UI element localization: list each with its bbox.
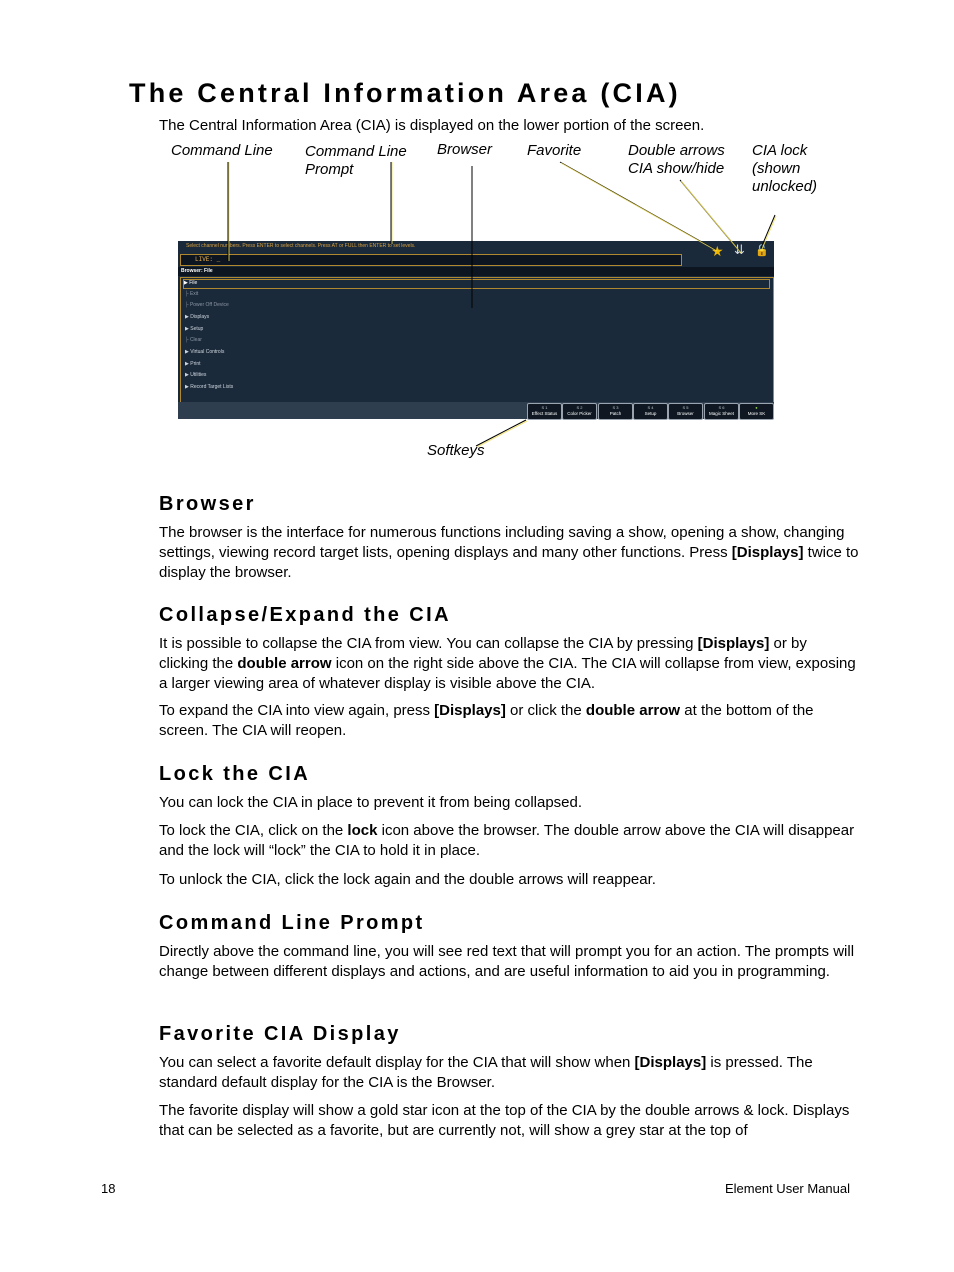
bold-term: double arrow: [237, 655, 332, 672]
softkey-5[interactable]: S 5 Browser: [668, 403, 703, 420]
expand-arrow-icon: ▶: [185, 349, 191, 355]
indicator-dot-icon: ●: [755, 405, 758, 410]
browser-item-displays[interactable]: ▶ Displays: [185, 314, 210, 320]
unlocked-lock-icon[interactable]: 🔓: [755, 245, 769, 257]
para-favorite-2: The favorite display will show a gold star icon at the top of the CIA by the double arrows & lock. Displays that can be selected as a favorite, but are currently not, will show a grey star at the top of: [159, 1102, 850, 1139]
expand-arrow-icon: ▶: [185, 326, 191, 332]
heading-browser: Browser: [159, 493, 256, 515]
expand-arrow-icon: ▶: [185, 361, 191, 367]
caption-double-arrows: Double arrows CIA show/hide: [628, 142, 725, 177]
browser-item-utilities[interactable]: ▶ Utilities: [185, 372, 207, 378]
caption-browser: Browser: [437, 141, 493, 158]
softkey-3[interactable]: S 3 Patch: [598, 403, 633, 420]
browser-item-exit[interactable]: ├ Exit: [185, 291, 199, 297]
footer-doc-title: Element User Manual: [725, 1181, 850, 1196]
softkey-4[interactable]: S 4 Setup: [633, 403, 668, 420]
browser-item-virtual-controls[interactable]: ▶ Virtual Controls: [185, 349, 225, 355]
bold-term: [Displays]: [634, 1054, 707, 1071]
para-lock-2: To lock the CIA, click on the lock icon above the browser. The double arrow above the CIA will disappear and the lock will “lock” the CIA to hold it in place.: [159, 822, 855, 859]
browser-item-clear[interactable]: ├ Clear: [185, 337, 202, 343]
para-prompt-1: Directly above the command line, you will see red text that will prompt you for an action. The prompts will change between different displays and actions, and are useful information to aid you in programming.: [159, 943, 855, 980]
browser-item-power-off[interactable]: ├ Power Off Device: [185, 302, 229, 308]
caption-command-line: Command Line: [171, 142, 273, 159]
softkey-1[interactable]: S 1 Effect Status: [527, 403, 562, 420]
para-collapse-1: It is possible to collapse the CIA from view. You can collapse the CIA by pressing [Displays] or by clicking the double arrow icon on the right side above the CIA. The CIA will collapse from view, exposing a larger viewing area of whatever display is visible above the CIA.: [159, 635, 856, 692]
bold-term: [Displays]: [697, 635, 770, 652]
heading-lock: Lock the CIA: [159, 763, 311, 785]
browser-item-file[interactable]: ▶ File: [183, 279, 770, 289]
command-line-text: LIVE: _: [195, 256, 221, 263]
caption-softkeys: Softkeys: [427, 442, 485, 459]
heading-favorite: Favorite CIA Display: [159, 1023, 401, 1045]
softkey-6[interactable]: S 6 Magic Sheet: [704, 403, 739, 420]
heading-command-line-prompt: Command Line Prompt: [159, 912, 425, 934]
caption-cia-lock: CIA lock (shown unlocked): [752, 142, 818, 195]
command-line-prompt: Select channel numbers. Press ENTER to select channels. Press AT or FULL then ENTER to set levels.: [186, 243, 416, 249]
callout-lines: [0, 0, 954, 500]
double-arrow-icon[interactable]: ⇊: [734, 242, 745, 257]
softkey-more[interactable]: ● More SK: [739, 403, 774, 420]
expand-arrow-icon: ▶: [185, 372, 191, 378]
favorite-star-icon[interactable]: ★: [711, 243, 724, 259]
bold-term: double arrow: [585, 702, 681, 719]
expand-arrow-icon: ▶: [185, 314, 191, 320]
para-favorite-1: You can select a favorite default display for the CIA that will show when [Displays] is pressed. The standard default display for the CIA is the Browser.: [159, 1054, 813, 1091]
para-lock-1: You can lock the CIA in place to prevent it from being collapsed.: [159, 794, 583, 811]
heading-collapse-expand: Collapse/Expand the CIA: [159, 604, 451, 626]
page-title: The Central Information Area (CIA): [129, 78, 681, 108]
softkey-2[interactable]: S 2 Color Picker: [562, 403, 597, 420]
page-number: 18: [101, 1181, 116, 1196]
bold-term: lock: [347, 822, 378, 839]
para-lock-3: To unlock the CIA, click the lock again and the double arrows will reappear.: [159, 871, 656, 888]
bold-term: [Displays]: [434, 702, 506, 719]
browser-title: Browser: File: [181, 268, 213, 274]
bold-term: [Displays]: [731, 544, 804, 561]
callout-softkeys: [476, 420, 526, 446]
browser-item-print[interactable]: ▶ Print: [185, 361, 201, 367]
browser-item-record-target-lists[interactable]: ▶ Record Target Lists: [185, 384, 234, 390]
para-collapse-2: To expand the CIA into view again, press [Displays] or click the double arrow at the bottom of the screen. The CIA will reopen.: [159, 702, 814, 739]
browser-item-setup[interactable]: ▶ Setup: [185, 326, 204, 332]
para-browser-1: The browser is the interface for numerous functions including saving a show, opening a show, changing settings, viewing record target lists, opening displays and many other functions. Press [Displays] twice to display the browser.: [159, 524, 859, 581]
intro-text: The Central Information Area (CIA) is displayed on the lower portion of the screen.: [159, 117, 705, 134]
expand-arrow-icon: ▶: [184, 280, 190, 286]
callout-cia-lock: [761, 215, 775, 248]
expand-arrow-icon: ▶: [185, 384, 191, 390]
caption-command-line-prompt: Command Line Prompt: [305, 143, 407, 178]
caption-favorite: Favorite: [527, 142, 582, 159]
